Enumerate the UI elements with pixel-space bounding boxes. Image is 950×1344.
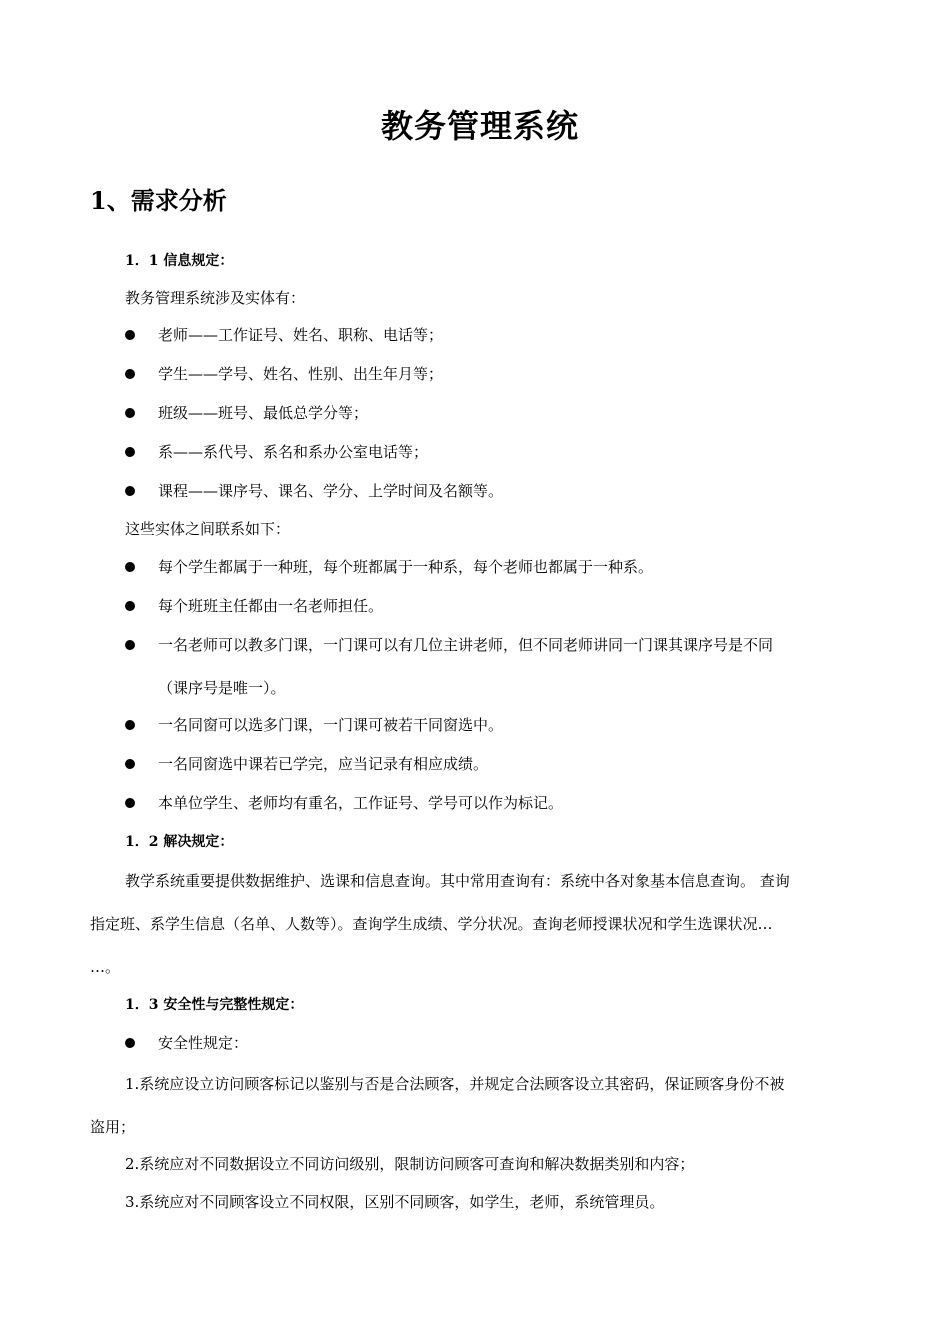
entity-item-text: 学生——学号、姓名、性别、出生年月等； <box>158 365 444 383</box>
bullet-dot-icon <box>125 640 135 650</box>
relation-item-text: 一名老师可以教多门课，一门课可以有几位主讲老师，但不同老师讲同一门课其课序号是不同 <box>158 636 774 654</box>
entities-intro: 教务管理系统涉及实体有： <box>125 289 306 307</box>
entity-item-text: 系——系代号、系名和系办公室电话等； <box>158 443 429 461</box>
bullet-dot-icon <box>125 798 135 808</box>
relation-item-text: 本单位学生、老师均有重名，工作证号、学号可以作为标记。 <box>158 794 564 812</box>
section-heading-requirements: 1、需求分析 <box>90 186 227 215</box>
process-paragraph-line: …。 <box>90 958 121 976</box>
relation-item-text: 每个班班主任都由一名老师担任。 <box>158 597 384 615</box>
bullet-dot-icon <box>125 562 135 572</box>
relation-item-text: 一名同窗选中课若已学完，应当记录有相应成绩。 <box>158 755 489 773</box>
security-item-line: 3.系统应对不同顾客设立不同权限，区别不同顾客，如学生，老师，系统管理员。 <box>125 1193 665 1211</box>
subsection-heading-security: 1．3 安全性与完整性规定： <box>125 997 304 1013</box>
bullet-dot-icon <box>125 720 135 730</box>
relation-item-text: 一名同窗可以选多门课，一门课可被若干同窗选中。 <box>158 716 504 734</box>
entity-item-text: 班级——班号、最低总学分等； <box>158 404 369 422</box>
bullet-dot-icon <box>125 601 135 611</box>
bullet-dot-icon <box>125 1038 135 1048</box>
security-item-line: 1.系统应设立访问顾客标记以鉴别与否是合法顾客，并规定合法顾客设立其密码，保证顾客身份不被 <box>125 1075 785 1093</box>
security-item-line: 盗用； <box>90 1118 136 1136</box>
process-paragraph-line: 教学系统重要提供数据维护、选课和信息查询。其中常用查询有：系统中各对象基本信息查询。 查询 <box>125 872 790 890</box>
subsection-heading-info: 1．1 信息规定： <box>125 253 234 269</box>
bullet-dot-icon <box>125 330 135 340</box>
document-title: 教务管理系统 <box>380 107 579 145</box>
bullet-dot-icon <box>125 486 135 496</box>
relation-item-continuation: （课序号是唯一）。 <box>158 679 286 697</box>
subsection-heading-process: 1．2 解决规定： <box>125 834 234 850</box>
relation-item-text: 每个学生都属于一种班，每个班都属于一种系，每个老师也都属于一种系。 <box>158 558 654 576</box>
bullet-dot-icon <box>125 759 135 769</box>
entity-item-text: 课程——课序号、课名、学分、上学时间及名额等。 <box>158 482 504 500</box>
entity-item-text: 老师——工作证号、姓名、职称、电话等； <box>158 326 444 344</box>
security-bullet-text: 安全性规定： <box>158 1034 249 1052</box>
bullet-dot-icon <box>125 369 135 379</box>
relations-intro: 这些实体之间联系如下： <box>125 520 291 538</box>
security-item-line: 2.系统应对不同数据设立不同访问级别，限制访问顾客可查询和解决数据类别和内容； <box>125 1155 695 1173</box>
bullet-dot-icon <box>125 447 135 457</box>
process-paragraph-line: 指定班、系学生信息（名单、人数等）。查询学生成绩、学分状况。查询老师授课状况和学生选课状况… <box>90 915 773 933</box>
bullet-dot-icon <box>125 408 135 418</box>
